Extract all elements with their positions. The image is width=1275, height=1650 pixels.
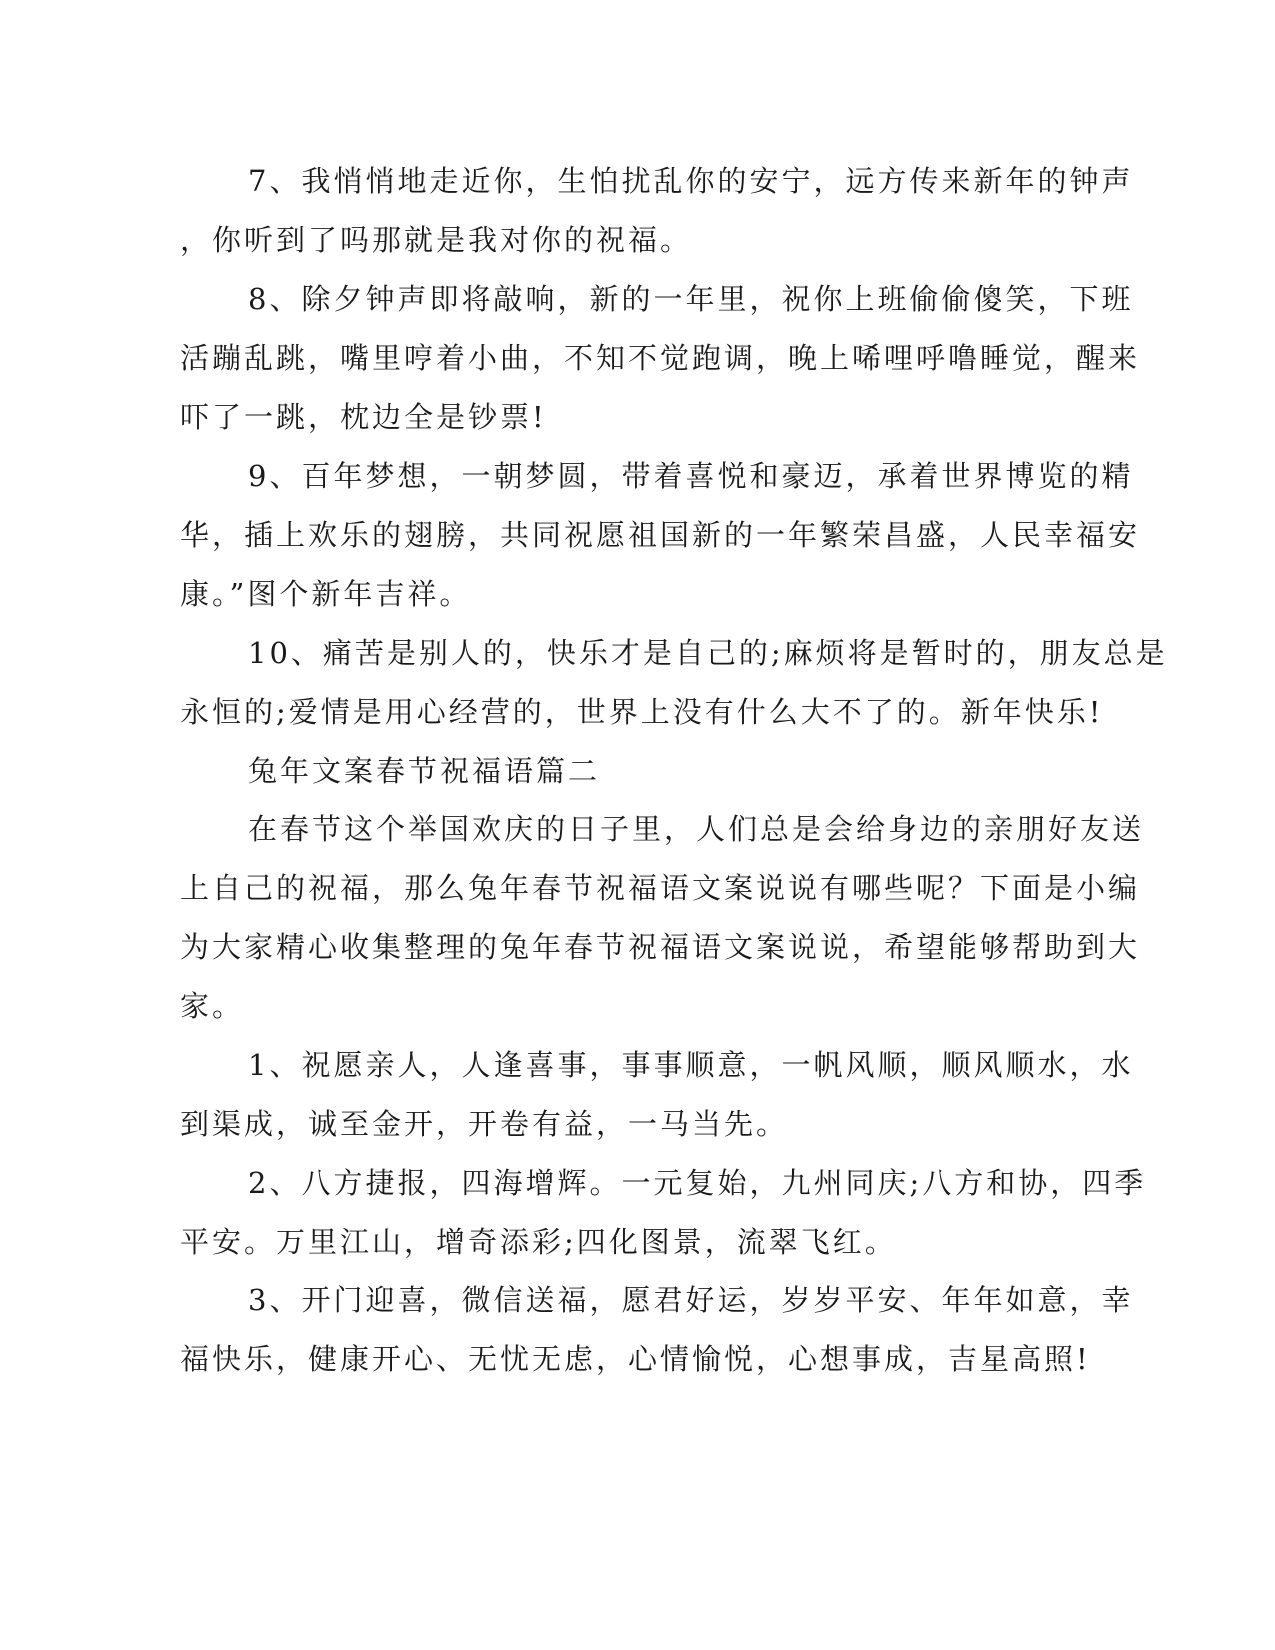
text-line: 康。”图个新年吉祥。 [180, 577, 472, 611]
text-line: 福快乐，健康开心、无忧无虑，心情愉悦，心想事成，吉星高照! [180, 1342, 1091, 1376]
text-line: 家。 [180, 989, 245, 1023]
text-line: 10、痛苦是别人的，快乐才是自己的;麻烦将是暂时的，朋友总是 [248, 636, 1168, 670]
text-line: 9、百年梦想，一朝梦圆，带着喜悦和豪迈，承着世界博览的精 [248, 459, 1134, 493]
text-line: 活蹦乱跳，嘴里哼着小曲，不知不觉跑调，晚上唏哩呼噜睡觉，醒来 [180, 341, 1141, 375]
text-line: 华，插上欢乐的翅膀，共同祝愿祖国新的一年繁荣昌盛，人民幸福安 [180, 518, 1141, 552]
text-line: 上自己的祝福，那么兔年春节祝福语文案说说有哪些呢？下面是小编 [180, 871, 1141, 905]
text-line: 3、开门迎喜，微信送福，愿君好运，岁岁平安、年年如意，幸 [248, 1283, 1134, 1317]
text-line: 为大家精心收集整理的兔年春节祝福语文案说说，希望能够帮助到大 [180, 930, 1141, 964]
text-line: 8、除夕钟声即将敲响，新的一年里，祝你上班偷偷傻笑，下班 [248, 282, 1134, 316]
text-line: 永恒的;爱情是用心经营的，世界上没有什么大不了的。新年快乐! [180, 695, 1104, 729]
text-line: 平安。万里江山，增奇添彩;四化图景，流翠飞红。 [180, 1225, 897, 1259]
text-line: 2、八方捷报，四海增辉。一元复始，九州同庆;八方和协，四季 [248, 1166, 1147, 1200]
text-line: 在春节这个举国欢庆的日子里，人们总是会给身边的亲朋好友送 [248, 812, 1145, 846]
text-line: 7、我悄悄地走近你，生怕扰乱你的安宁，远方传来新年的钟声 [248, 164, 1134, 198]
text-line: 到渠成，诚至金开，开卷有益，一马当先。 [180, 1107, 789, 1141]
text-line: 1、祝愿亲人，人逢喜事，事事顺意，一帆风顺，顺风顺水，水 [248, 1048, 1134, 1082]
text-line: 吓了一跳，枕边全是钞票! [180, 400, 547, 434]
text-line: ，你听到了吗那就是我对你的祝福。 [180, 223, 693, 257]
section-heading: 兔年文案春节祝福语篇二 [248, 754, 601, 788]
